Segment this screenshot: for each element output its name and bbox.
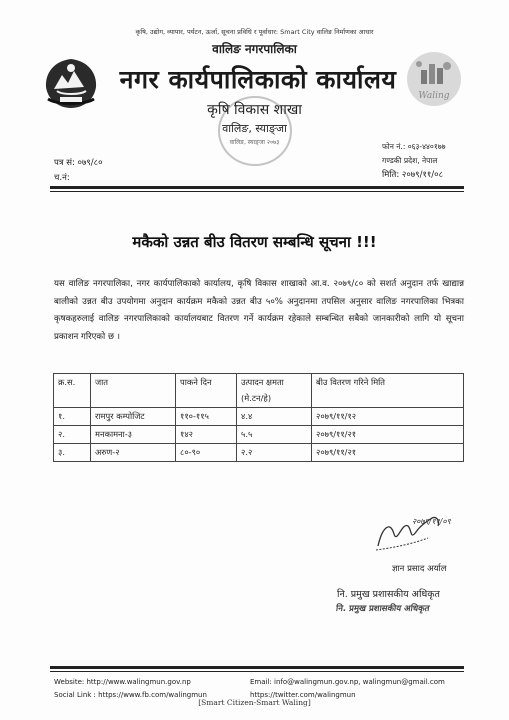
letter-meta — [54, 156, 103, 186]
table-cell: ४.४ — [237, 408, 312, 426]
facebook-link[interactable]: https://www.fb.com/walingmun — [98, 691, 207, 699]
header-tagline: कृषि, उद्योग, व्यापार, पर्यटन, ऊर्जा, सूचना प्रविधि र पूर्वाधार: Smart City वालिङ निर्माणका आधार — [135, 28, 374, 36]
signature-date: २०७९/११/०९ — [412, 517, 451, 526]
social-label: Social Link : — [54, 691, 96, 699]
table-header-cell: जात — [91, 374, 176, 408]
table-cell: २०७९/११/२१ — [312, 444, 464, 462]
table-header-cell: बीउ वितरण गरिने मिति — [312, 374, 464, 408]
province-name: गण्डकी प्रदेश, नेपाल — [382, 156, 438, 165]
notice-title: मकैको उन्नत बीउ वितरण सम्बन्धि सूचना !!! — [132, 233, 377, 251]
table-cell: २.२ — [237, 444, 312, 462]
section-name: कृषि विकास शाखा — [207, 102, 302, 118]
municipality-name: वालिङ नगरपालिका — [212, 42, 297, 56]
table-cell: रामपुर कम्पोजिट — [91, 408, 176, 426]
table-cell: २०७९/११/१२ — [312, 408, 464, 426]
twitter-link[interactable]: https://twitter.com/walingmun — [250, 691, 356, 699]
table-cell: अरुण-२ — [91, 444, 176, 462]
table-cell: मनकामना-३ — [91, 426, 176, 444]
notice-body: यस वालिङ नगरपालिका, नगर कार्यपालिकाको कार्यालय, कृषि विकास शाखाको आ.व. २०७९/८० को सशर्त अनुदान तर्फ खाद्यान्न बालीको उन्नत बीउ उपयोगमा अनुदान कार्यक्रम मकैको उन्नत बीउ ५०% अनुदानमा तपसिल अनुसार वालिङ नगरपालिका भित्रका कृषकहरुलाई वालिङ नगरपालिकाको कार्यालयबाट वितरण गर्ने कार्यक्रम रहेकाले सम्बन्धित सबैको जानकारीको लागि यो सूचना प्रकाशन गरिएको छ । — [54, 279, 464, 342]
table-header-cell — [237, 374, 312, 408]
table-cell: ५.५ — [237, 426, 312, 444]
table-cell: ११०-११५ — [176, 408, 237, 426]
signatory-role: नि. प्रमुख प्रशासकीय अधिकृत — [337, 589, 440, 600]
dispatch-number: च.नं: — [54, 173, 70, 183]
capacity-unit: (मे.टन/हे) — [241, 393, 272, 403]
logo-text: Waling — [418, 91, 450, 101]
table-header-row — [54, 374, 464, 408]
handwritten-signature — [372, 508, 451, 554]
website-label: Website: — [54, 678, 85, 686]
office-place: वालिङ, स्याङ्जा — [222, 122, 287, 135]
table-header-cell: क्र.स. — [54, 374, 91, 408]
table-cell: ३. — [54, 444, 91, 462]
letter-date: मिति: २०७९/११/०८ — [382, 170, 443, 180]
phone-number: फोन नं.: ०६३-४४०१७७ — [382, 142, 446, 151]
office-title: नगर कार्यपालिकाको कार्यालय — [119, 65, 397, 94]
email-label: Email: — [250, 678, 272, 686]
contact-meta — [382, 140, 446, 182]
footer-rule-thin — [50, 671, 464, 672]
table-cell: २. — [54, 426, 91, 444]
header-rule-thick — [50, 186, 464, 189]
footer-rule-thick — [50, 666, 464, 669]
table-header-cell: पाकने दिन — [176, 374, 237, 408]
header-rule-thin — [50, 191, 464, 192]
signatory-name: ज्ञान प्रसाद अर्याल — [392, 564, 447, 574]
seed-distribution-table — [53, 373, 464, 462]
table-cell: १. — [54, 408, 91, 426]
website-link[interactable]: http://www.walingmun.gov.np — [86, 678, 191, 686]
email-link[interactable]: info@walingmun.gov.np, walingmun@gmail.com — [274, 678, 445, 686]
seal-text: वालिङ, स्याङ्जा २०७३ — [229, 139, 280, 146]
table-row — [54, 426, 464, 444]
letter-number: पत्र सं: ०७९/८० — [54, 158, 103, 168]
table-cell: २०७९/११/२१ — [312, 426, 464, 444]
capacity-header: उत्पादन क्षमता — [241, 377, 284, 387]
table-cell: १४२ — [176, 426, 237, 444]
table-row — [54, 408, 464, 426]
signatory-stamp: नि. प्रमुख प्रशासकीय अधिकृत — [335, 604, 431, 614]
footer-tagline: [Smart Citizen-Smart Waling] — [198, 698, 311, 707]
table-row — [54, 444, 464, 462]
table-cell: ८०-९० — [176, 444, 237, 462]
